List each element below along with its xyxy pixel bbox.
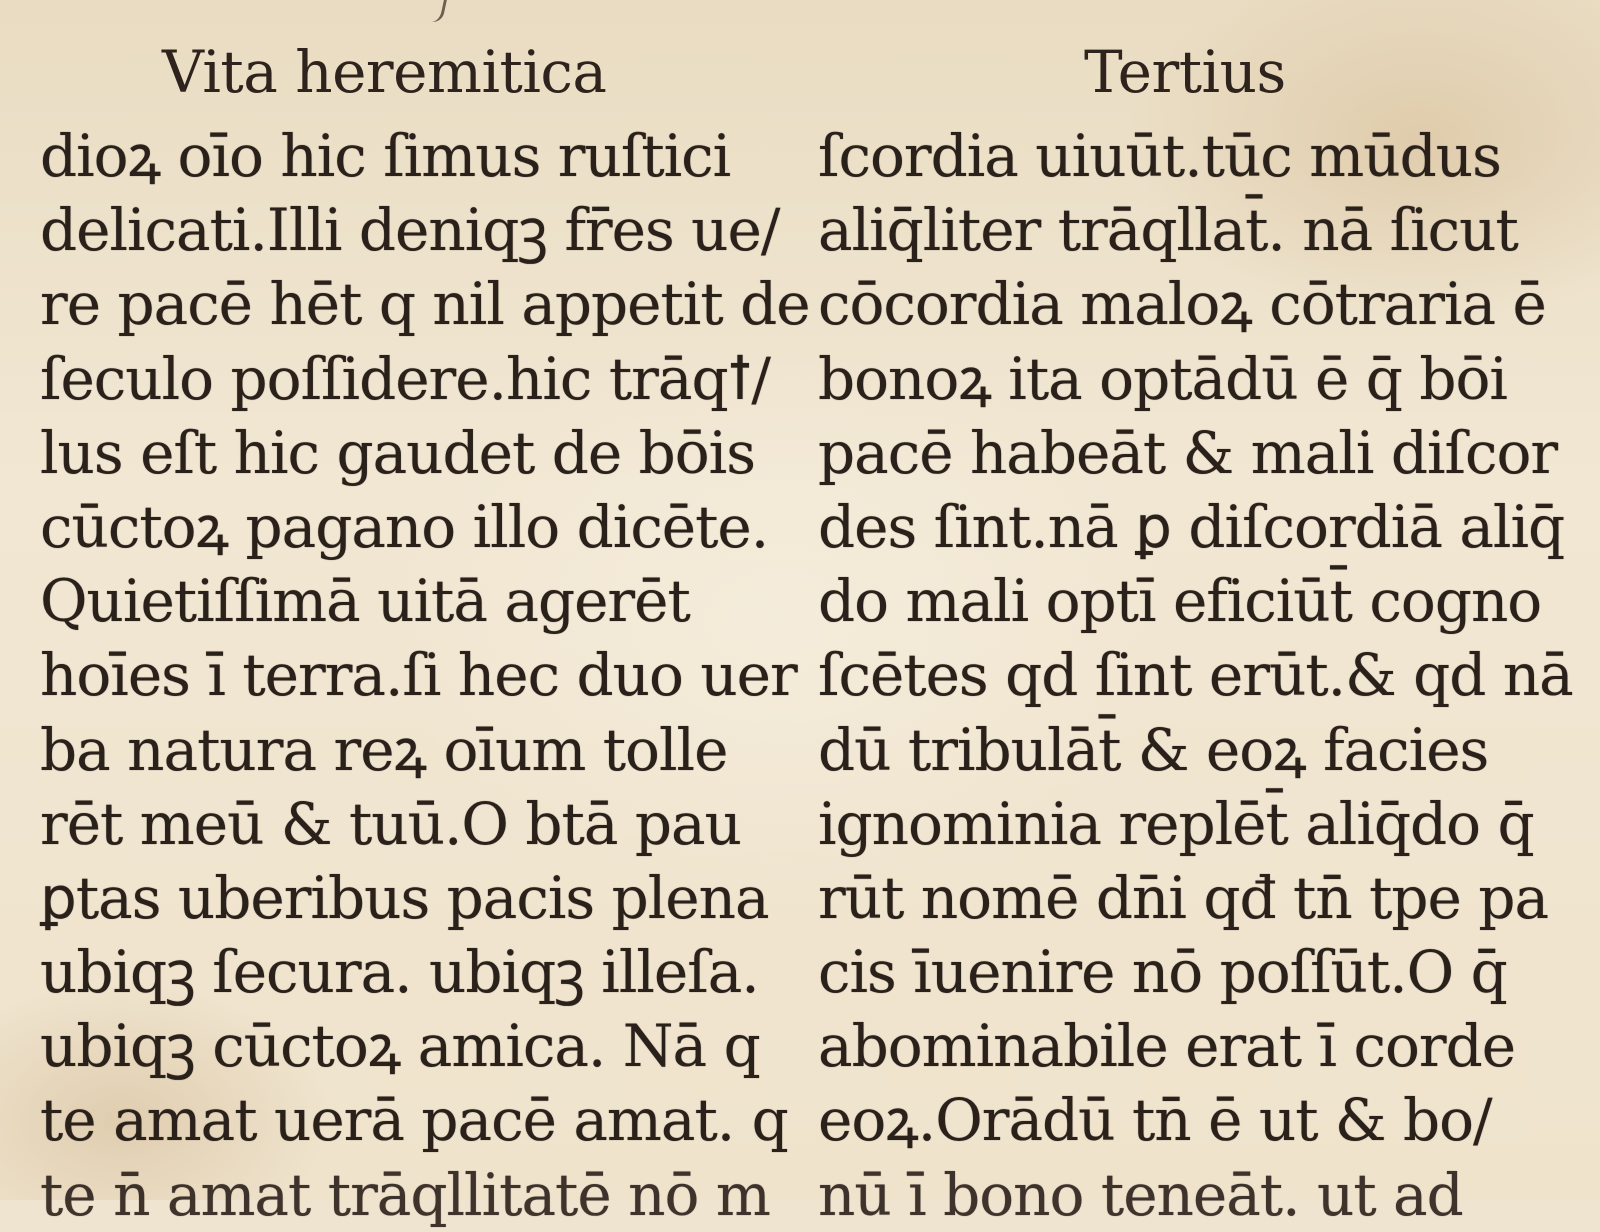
left-running-header: Vita heremitica	[162, 38, 607, 106]
right-running-header: Tertius	[1084, 38, 1286, 106]
right-text-block	[818, 119, 1573, 1229]
text-line: ſeculo poſſidere.hic trāqꝉ/	[40, 344, 770, 413]
text-line: Quietiſſimā uitā agerēt	[40, 567, 690, 636]
text-line: pacē habeāt & mali diſcor	[818, 418, 1558, 487]
text-line: rēt meū & tuū.O btā pau	[40, 789, 741, 858]
text-line: abominabile erat ī corde	[818, 1012, 1516, 1081]
text-line: lus eſt hic gaudet de bōis	[40, 418, 755, 487]
text-line: hoīes ī terra.ſi hec duo uer	[40, 641, 797, 710]
text-line: nū ī bono teneāt. ut ad	[818, 1160, 1463, 1229]
text-line: bonoꝝ ita optādū ē q̄ bōi	[818, 344, 1507, 413]
text-line: do mali optī eficiūt̄ cogno	[818, 567, 1542, 636]
text-line: cōcordia maloꝝ cōtraria ē	[818, 270, 1546, 339]
text-line: te amat uerā pacē amat. q	[40, 1086, 788, 1155]
text-line: te n̄ amat trāqllitatē nō m	[40, 1160, 770, 1229]
right-column	[818, 36, 1573, 1229]
text-line: eoꝝ.Orādū tn̄ ē ut & bo/	[818, 1086, 1492, 1155]
text-line: cis īuenire nō poſſūt.O q̄	[818, 938, 1507, 1007]
text-line: ubiqꝫ cūctoꝝ amica. Nā q	[40, 1012, 760, 1081]
left-column	[40, 36, 810, 1229]
text-line: rūt nomē dn̄i qđ tn̄ tpe pa	[818, 863, 1549, 932]
text-line: delicati.Illi deniqꝫ fr̄es ue/	[40, 196, 780, 265]
text-line: ignominia replēt̄ aliq̄do q̄	[818, 789, 1534, 858]
text-line: dioꝝ oīo hic ſimus ruſtici	[40, 122, 731, 190]
text-line: ſcordia uiuūt.tūc mūdus	[818, 122, 1501, 190]
text-line: aliq̄liter trāqllat̄. nā ſicut	[818, 196, 1518, 265]
text-line: ba natura reꝝ oīum tolle	[40, 715, 728, 784]
text-line: cūctoꝝ pagano illo dicēte.	[40, 492, 769, 561]
text-line: ſcētes qd ſint erūt.& qd nā	[818, 641, 1573, 710]
text-line: re pacē hēt q nil appetit de	[40, 270, 810, 339]
text-line: ubiqꝫ ſecura. ubiqꝫ illeſa.	[40, 938, 759, 1007]
text-line: des ſint.nā ꝑ diſcordiā aliq̄	[818, 492, 1565, 561]
left-text-block	[40, 119, 810, 1229]
text-line: dū tribulāt̄ & eoꝝ facies	[818, 715, 1489, 784]
ink-mark	[417, 0, 447, 24]
text-line: ꝑtas uberibus pacis plena	[40, 863, 769, 932]
